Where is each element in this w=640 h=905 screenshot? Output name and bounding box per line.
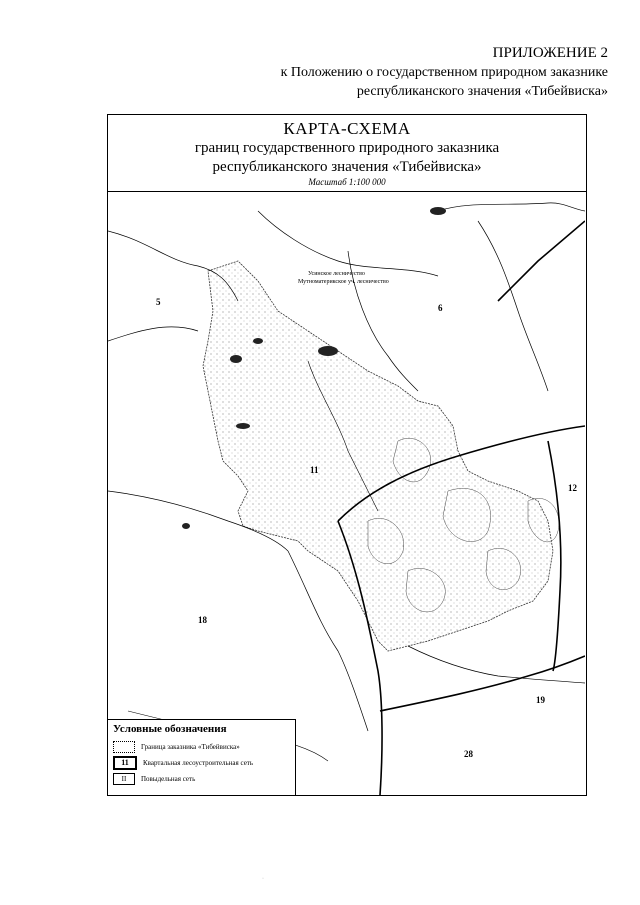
forestry-label-2: Мутноматерикское уч. лесничество: [298, 279, 389, 285]
reserve-area: [203, 261, 553, 651]
forestry-label-1: Усинское лесничество: [308, 271, 365, 277]
legend: [108, 719, 296, 795]
quarter-number-11: 11: [310, 465, 319, 475]
legend-title: Условные обозначения: [113, 723, 227, 735]
appendix-header: [281, 44, 608, 101]
river-line: [108, 327, 198, 341]
lake: [253, 338, 263, 344]
appendix-label: ПРИЛОЖЕНИЕ 2: [492, 45, 608, 61]
map-scale: Масштаб 1:100 000: [308, 177, 386, 187]
legend-symbol-boundary: [113, 741, 135, 753]
quarter-number-12: 12: [568, 483, 577, 493]
legend-item-boundary: [113, 739, 290, 755]
legend-item-quarter: [113, 755, 290, 771]
legend-symbol-subcompartment: II: [113, 773, 135, 785]
appendix-subtitle-1: к Положению о государственном природном заказнике: [280, 65, 608, 80]
map-title: КАРТА-СХЕМА: [283, 119, 411, 138]
map-frame: [107, 114, 587, 796]
legend-label-boundary: Граница заказника «Тибейвиска»: [141, 743, 240, 751]
quarter-number-28: 28: [464, 749, 473, 759]
legend-label-quarter: Квартальная лесоустроительная сеть: [143, 759, 254, 767]
lake: [182, 523, 190, 529]
lake: [236, 423, 250, 429]
lake: [318, 346, 338, 356]
legend-label-subcompartment: Повыдельная сеть: [141, 775, 196, 783]
map-canvas: [108, 191, 585, 795]
quarter-line: [498, 221, 585, 301]
legend-symbol-quarter: 11: [113, 756, 137, 770]
footer-mark: ·: [262, 876, 264, 882]
river-line: [408, 646, 585, 683]
legend-item-subcompartment: [113, 771, 290, 787]
map-subtitle-2: республиканского значения «Тибейвиска»: [212, 159, 482, 175]
lake: [430, 207, 446, 215]
lake: [230, 355, 242, 363]
map-subtitle-1: границ государственного природного заказника: [194, 140, 500, 156]
quarter-number-6: 6: [438, 303, 443, 313]
appendix-subtitle-2: республиканского значения «Тибейвиска»: [356, 84, 608, 99]
quarter-number-18: 18: [198, 615, 207, 625]
quarter-number-5: 5: [156, 297, 161, 307]
quarter-number-19: 19: [536, 695, 545, 705]
river-line: [258, 211, 438, 276]
river-line: [438, 203, 585, 211]
map-title-box: [108, 115, 586, 192]
river-line: [478, 221, 548, 391]
